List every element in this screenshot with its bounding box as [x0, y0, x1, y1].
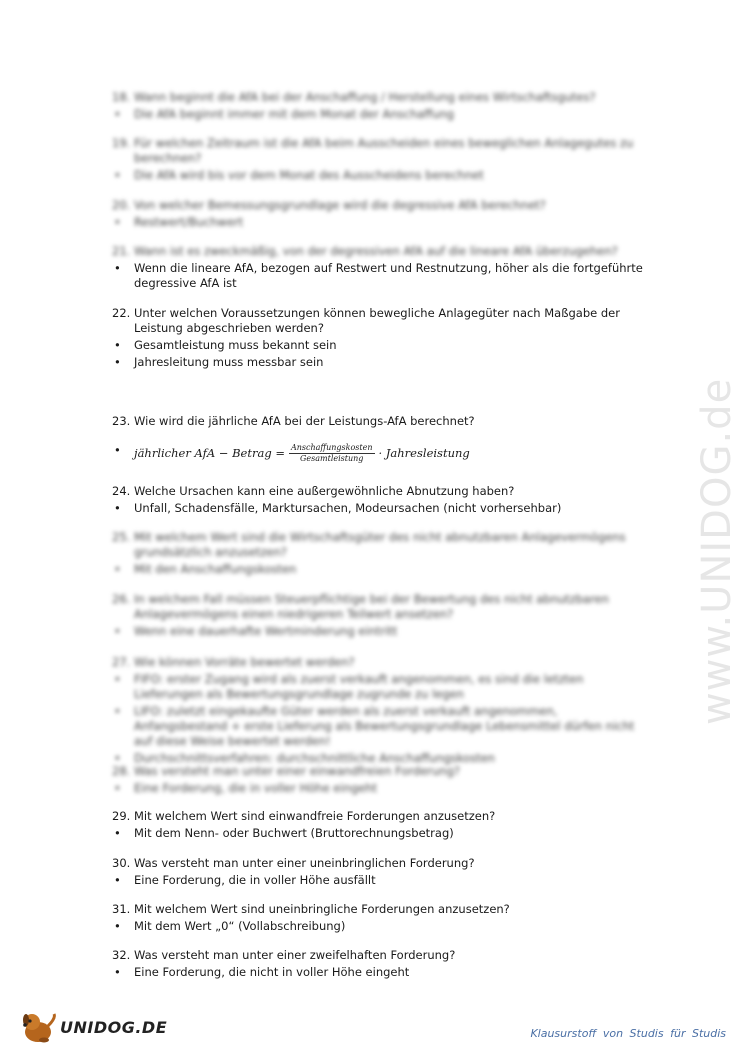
formula-fraction — [289, 443, 375, 464]
question-text: Wann ist es zweckmäßig, von der degressiven AfA auf die lineare AfA überzugehen? — [134, 244, 618, 258]
logo-text: UNIDOG.DE — [60, 1017, 168, 1037]
question-number: 24. — [112, 484, 131, 498]
question-number: 18. — [112, 90, 131, 104]
question-21 — [112, 244, 652, 291]
answer-text: Durchschnittsverfahren: durchschnittliche Anschaffungskosten — [134, 751, 495, 765]
question-number: 25. — [112, 530, 131, 544]
question-text: Unter welchen Voraussetzungen können bewegliche Anlagegüter nach Maßgabe der Leistung abgeschrieben werden? — [134, 306, 620, 335]
question-31 — [112, 902, 652, 934]
bullet-icon: • — [114, 562, 121, 576]
unidog-logo — [18, 1010, 167, 1044]
question-number: 28. — [112, 764, 131, 778]
bullet-icon: • — [114, 751, 121, 765]
question-22 — [112, 306, 652, 370]
question-text: Was versteht man unter einer einwandfreien Forderung? — [134, 764, 460, 778]
answer-text: Gesamtleistung muss bekannt sein — [134, 338, 337, 352]
question-number: 29. — [112, 809, 131, 823]
answer-text: Mit dem Nenn- oder Buchwert (Bruttorechnungsbetrag) — [134, 826, 454, 840]
answer-text: Mit dem Wert „0“ (Vollabschreibung) — [134, 919, 346, 933]
question-18 — [112, 90, 652, 122]
question-29 — [112, 809, 652, 841]
question-23 — [112, 414, 652, 464]
bullet-icon: • — [114, 261, 121, 275]
footer-tagline: Klausurstoff von Studis für Studis — [530, 1027, 726, 1040]
bullet-icon: • — [114, 919, 121, 933]
question-25 — [112, 530, 652, 577]
question-number: 31. — [112, 902, 131, 916]
question-text: Für welchen Zeitraum ist die AfA beim Ausscheiden eines beweglichen Anlagegutes zu berechnen? — [134, 136, 634, 165]
question-text: Was versteht man unter einer zweifelhaften Forderung? — [134, 948, 456, 962]
bullet-icon: • — [114, 168, 121, 182]
answer-text: FIFO: erster Zugang wird als zuerst verkauft angenommen, es sind die letzten Lieferungen als Bewertungsgrundlage zugrunde zu legen — [134, 672, 584, 701]
bullet-icon: • — [114, 672, 121, 686]
answer-text: Wenn die lineare AfA, bezogen auf Restwert und Restnutzung, höher als die fortgeführte degressive AfA ist — [134, 261, 643, 290]
formula-rhs: · Jahresleistung — [378, 446, 470, 460]
watermark — [688, 280, 740, 730]
question-text: Mit welchem Wert sind uneinbringliche Forderungen anzusetzen? — [134, 902, 510, 916]
answer-text: Die AfA wird bis vor dem Monat des Ausscheidens berechnet — [134, 168, 484, 182]
question-number: 30. — [112, 856, 131, 870]
question-text: Wie wird die jährliche AfA bei der Leistungs-AfA berechnet? — [134, 414, 475, 428]
formula-denominator: Gesamtleistung — [300, 454, 364, 463]
bullet-icon: • — [114, 501, 121, 515]
bullet-icon: • — [114, 338, 121, 352]
formula-lhs: jährlicher AfA − Betrag = — [134, 446, 285, 460]
question-number: 27. — [112, 655, 131, 669]
question-number: 32. — [112, 948, 131, 962]
bullet-icon: • — [114, 826, 121, 840]
bullet-icon: • — [114, 781, 121, 795]
afa-formula — [134, 443, 470, 464]
bullet-icon: • — [114, 704, 121, 718]
question-30 — [112, 856, 652, 888]
dog-icon — [18, 1010, 58, 1044]
answer-text: Die AfA beginnt immer mit dem Monat der Anschaffung — [134, 107, 455, 121]
question-20 — [112, 198, 652, 230]
question-text: Wie können Vorräte bewertet werden? — [134, 655, 355, 669]
answer-text: Unfall, Schadensfälle, Marktursachen, Modeursachen (nicht vorhersehbar) — [134, 501, 562, 515]
answer-text: Jahresleitung muss messbar sein — [134, 355, 324, 369]
question-text: Was versteht man unter einer uneinbringlichen Forderung? — [134, 856, 475, 870]
answer-text: Eine Forderung, die in voller Höhe ausfällt — [134, 873, 376, 887]
question-number: 22. — [112, 306, 131, 320]
bullet-icon: • — [114, 624, 121, 638]
bullet-icon: • — [114, 107, 121, 121]
question-text: Wann beginnt die AfA bei der Anschaffung / Herstellung eines Wirtschaftsgutes? — [134, 90, 596, 104]
question-number: 20. — [112, 198, 131, 212]
question-number: 26. — [112, 592, 131, 606]
answer-text: LIFO: zuletzt eingekaufte Güter werden als zuerst verkauft angenommen, Anfangsbestand + erste Lieferung als Bewertungsgrundlage Lebensmittel dürfen nicht auf diese Weise bewertet werden! — [134, 704, 635, 748]
answer-text: Restwert/Buchwert — [134, 215, 244, 229]
question-text: Welche Ursachen kann eine außergewöhnliche Abnutzung haben? — [134, 484, 515, 498]
formula-numerator: Anschaffungskosten — [290, 443, 373, 452]
bullet-icon: • — [114, 443, 121, 457]
answer-text: Eine Forderung, die in voller Höhe eingeht — [134, 781, 378, 795]
question-24 — [112, 484, 652, 516]
question-32 — [112, 948, 652, 980]
question-28 — [112, 764, 652, 796]
question-text: In welchem Fall müssen Steuerpflichtige bei der Bewertung des nicht abnutzbaren Anlagevermögens einen niedrigeren Teilwert ansetzen? — [134, 592, 609, 621]
bullet-icon: • — [114, 355, 121, 369]
answer-text: Wenn eine dauerhafte Wertminderung eintritt — [134, 624, 398, 638]
watermark-text: www.UNIDOG.de — [694, 377, 740, 725]
bullet-icon: • — [114, 215, 121, 229]
question-number: 21. — [112, 244, 131, 258]
bullet-icon: • — [114, 873, 121, 887]
bullet-icon: • — [114, 965, 121, 979]
answer-text: Eine Forderung, die nicht in voller Höhe eingeht — [134, 965, 410, 979]
question-number: 23. — [112, 414, 131, 428]
question-27 — [112, 655, 652, 766]
answer-text: Mit den Anschaffungskosten — [134, 562, 297, 576]
question-number: 19. — [112, 136, 131, 150]
question-text: Von welcher Bemessungsgrundlage wird die degressive AfA berechnet? — [134, 198, 546, 212]
question-19 — [112, 136, 652, 183]
question-text: Mit welchem Wert sind einwandfreie Forderungen anzusetzen? — [134, 809, 496, 823]
question-text: Mit welchem Wert sind die Wirtschaftsgüter des nicht abnutzbaren Anlagevermögens grundsätzlich anzusetzen? — [134, 530, 626, 559]
question-26 — [112, 592, 652, 639]
